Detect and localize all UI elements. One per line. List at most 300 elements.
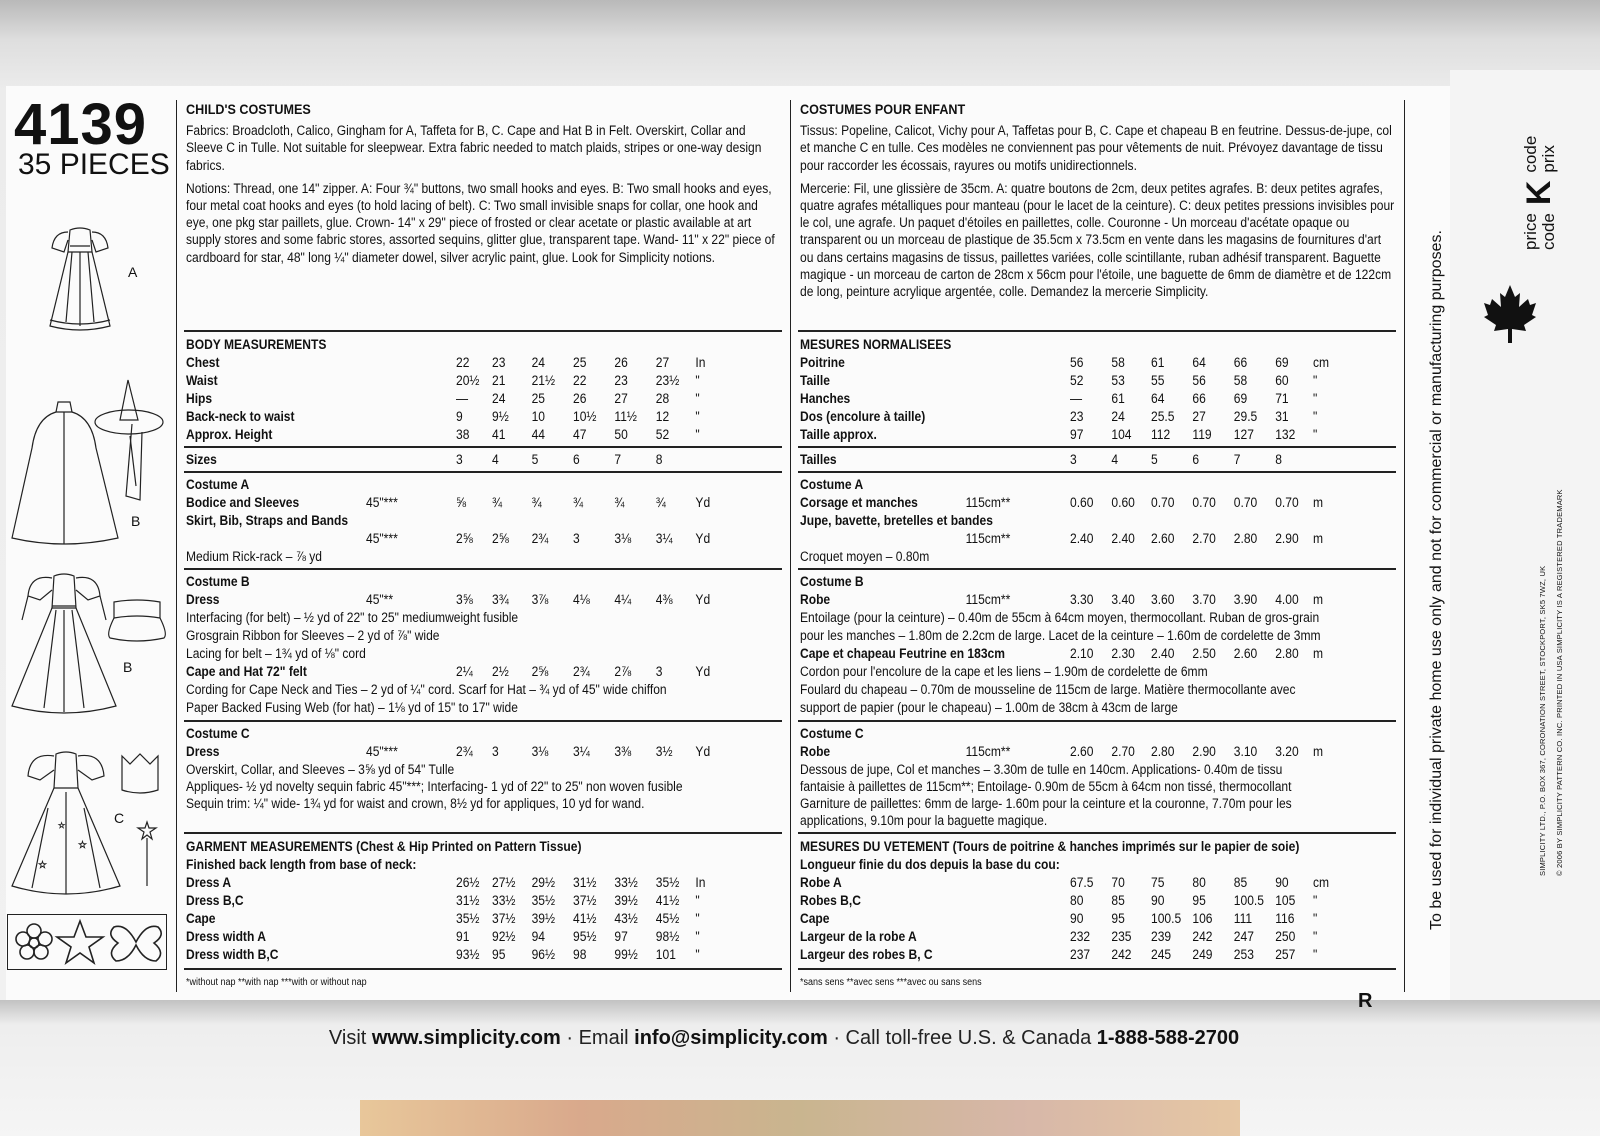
en-rule-3	[184, 471, 782, 473]
fr-garment-row-value: 106	[1192, 911, 1213, 926]
code-word-fr: code	[1520, 135, 1540, 173]
en-garment-row-value: 35½	[655, 875, 680, 890]
fr-rule-6	[798, 832, 1396, 834]
en-c-dress-row-value: 3¼	[573, 744, 590, 759]
en-a-row-value: ¾	[531, 495, 542, 510]
fr-a-row-width: 115cm**	[965, 495, 1011, 510]
phone-number[interactable]: 1-888-588-2700	[1096, 1027, 1240, 1049]
en-garment-row-unit: "	[695, 947, 700, 962]
fr-a-row	[800, 494, 1430, 511]
fr-garment-row-value: 85	[1233, 875, 1248, 890]
en-body-title: BODY MEASUREMENTS	[186, 337, 327, 352]
en-body-row-value: 21	[492, 373, 506, 388]
en-garment-row-value: 99½	[614, 947, 638, 962]
fr-a-row-width: 115cm**	[965, 531, 1011, 546]
en-b-cape-row-unit: Yd	[695, 664, 711, 679]
en-garment-row-value: 31½	[456, 893, 480, 908]
fr-size-value: 6	[1192, 452, 1200, 467]
fr-size-value: 4	[1111, 452, 1119, 467]
fr-b-dress-row	[800, 591, 1430, 608]
en-body-row-value: 26	[614, 355, 628, 370]
fr-garment-row	[800, 946, 1430, 963]
fr-body-title: MESURES NORMALISEES	[800, 337, 952, 352]
fr-body-row-value: 25.5	[1151, 409, 1175, 424]
pattern-number: 4139	[14, 92, 148, 157]
en-garment-row	[186, 874, 816, 891]
fr-garment-row	[800, 874, 1430, 891]
fr-body-row-value: 61	[1111, 391, 1125, 406]
usage-disclaimer: To be used for individual private home use only and not for commercial or manufacturing purposes.	[1428, 230, 1445, 930]
en-b-dress-row-label: Dress	[186, 592, 220, 607]
fr-rule-5	[798, 720, 1396, 722]
en-b-line: Interfacing (for belt) – ½ yd of 22" to 25" mediumweight fusible	[186, 610, 519, 625]
en-b-line: Lacing for belt – 1¾ yd of ⅛" cord	[186, 646, 366, 661]
fr-body-row-value: 69	[1233, 391, 1248, 406]
fr-garment-row	[800, 910, 1430, 927]
en-b-line2: Paper Backed Fusing Web (for hat) – 1⅛ yd of 15" to 17" wide	[186, 700, 518, 715]
en-a-row-value: ¾	[573, 495, 584, 510]
en-body-row-value: 22	[456, 355, 470, 370]
en-body-row-value: 28	[655, 391, 670, 406]
en-c-line: Sequin trim: ¼" wide- 1¾ yd for waist and crown, 8½ yd for appliques, 10 yd for wand.	[186, 796, 645, 811]
en-garment-row-value: 41½	[655, 893, 680, 908]
fr-garment-row-value: 242	[1192, 929, 1213, 944]
fr-fabrics: Tissus: Popeline, Calicot, Vichy pour A, Taffetas pour B, C. Cape et chapeau B en feutrine. Dessus-de-jupe, col et manche C en tulle. Ces modèles ne conviennent pas pour vêtements de nuit. Prévoyez davantage de tissu pour raccorder les écossais, rayures ou motifs unidirectionnels.	[800, 123, 1392, 173]
en-garment-row	[186, 910, 816, 927]
applique-shapes-box	[7, 914, 167, 970]
fr-body-row-label: Dos (encolure à taille)	[800, 409, 926, 424]
fr-garment-row-value: 85	[1111, 893, 1125, 908]
en-a-note: Medium Rick-rack – ⅞ yd	[186, 549, 322, 564]
website-link[interactable]: www.simplicity.com	[371, 1027, 561, 1049]
fr-garment-row-value: 242	[1111, 947, 1132, 962]
en-a-row-value: 2⅝	[456, 531, 473, 546]
fr-body-row-unit: cm	[1313, 355, 1330, 370]
fr-body-row	[800, 408, 1430, 425]
en-b-line: Grosgrain Ribbon for Sleeves – 2 yd of ⅞" wide	[186, 628, 440, 643]
en-garment-row-unit: "	[695, 911, 700, 926]
en-size-value: 8	[655, 452, 663, 467]
en-garment-row-value: 33½	[492, 893, 516, 908]
email-link[interactable]: info@simplicity.com	[634, 1027, 828, 1049]
en-a-row-value: ⅝	[456, 495, 467, 510]
fr-garment-row-value: 247	[1233, 929, 1254, 944]
en-sizes-label: Sizes	[186, 452, 217, 467]
en-b-cape-row	[186, 663, 816, 680]
fr-body-row	[800, 390, 1430, 407]
fr-body-row	[800, 372, 1430, 389]
en-b-dress-row-unit: Yd	[695, 592, 711, 607]
en-body-row-value: 9½	[492, 409, 509, 424]
fr-garment-row-label: Cape	[800, 911, 830, 926]
fr-a-row-value: 0.70	[1275, 495, 1299, 510]
fr-garment-row-value: 111	[1233, 911, 1253, 926]
en-body-row-value: 22	[573, 373, 587, 388]
fr-garment-row-label: Largeur de la robe A	[800, 929, 917, 944]
prix-word: prix	[1538, 145, 1558, 173]
en-body-row-value: 23	[492, 355, 506, 370]
fr-body-row-value: 58	[1111, 355, 1125, 370]
en-b-line2: Cording for Cape Neck and Ties – 2 yd of ¼" cord. Scarf for Hat – ¾ yd of 45" wide chiffon	[186, 682, 667, 697]
en-a-row-value: 3	[573, 531, 580, 546]
en-garment-row-value: 98	[573, 947, 587, 962]
en-a-row-unit: Yd	[695, 531, 711, 546]
en-sizes-row	[186, 451, 816, 468]
en-body-row-value: 25	[531, 391, 546, 406]
fr-garment-row-unit: "	[1313, 947, 1318, 962]
fr-body-row-value: 52	[1070, 373, 1084, 388]
fr-a-row-value: 0.60	[1070, 495, 1094, 510]
fr-body-row-value: 55	[1151, 373, 1165, 388]
fr-rule-4	[798, 568, 1396, 570]
fr-body-row-value: —	[1070, 391, 1083, 406]
fr-garment-row-value: 116	[1275, 911, 1295, 926]
fr-b-cape-row-value: 2.50	[1192, 646, 1216, 661]
en-garment-row-value: 26½	[456, 875, 480, 890]
fr-costume-b-title: Costume B	[800, 574, 864, 589]
en-garment-row-value: 37½	[492, 911, 516, 926]
fr-c-dress-row-value: 2.70	[1111, 744, 1135, 759]
en-garment-row-value: 33½	[614, 875, 638, 890]
fr-a-row-value: 2.60	[1151, 531, 1175, 546]
en-body-row	[186, 390, 816, 407]
fr-garment-row-label: Robe A	[800, 875, 842, 890]
fr-garment-row-value: 67.5	[1070, 875, 1094, 890]
en-c-line: Overskirt, Collar, and Sleeves – 3⅝ yd of 54" Tulle	[186, 762, 455, 777]
company-info	[1538, 489, 1564, 876]
fr-b-line2: Cordon pour l'encolure de la cape et les liens – 1.90m de cordelette de 6mm	[800, 664, 1208, 679]
en-rule-2	[184, 446, 782, 448]
en-b-cape-row-value: 2¾	[573, 664, 590, 679]
en-garment-row-value: 41½	[573, 911, 597, 926]
fr-b-dress-row-value: 3.70	[1192, 592, 1216, 607]
fr-section	[800, 101, 1398, 300]
fr-garment-row-value: 95	[1111, 911, 1125, 926]
en-body-row-value: 23	[614, 373, 628, 388]
fr-b-line2: Foulard du chapeau – 0.70m de mousseline de 115cm de large. Matière thermocollante avec	[800, 682, 1296, 697]
en-garment-row	[186, 928, 816, 945]
en-a-row-value: ¾	[614, 495, 625, 510]
en-size-value: 7	[614, 452, 622, 467]
en-body-row-value: 52	[655, 427, 670, 442]
fr-a-note: Croquet moyen – 0.80m	[800, 549, 930, 564]
fr-garment-row-value: 70	[1111, 875, 1125, 890]
en-garment-row-value: 91	[456, 929, 470, 944]
en-b-dress-row-value: 4⅛	[573, 592, 590, 607]
fr-b-line: pour les manches – 1.80m de 2.2cm de large. Lacet de la ceinture – 1.60m de cordelette de 3mm	[800, 628, 1321, 643]
fr-body-row-value: 58	[1233, 373, 1248, 388]
fr-a-row-value: 0.70	[1192, 495, 1216, 510]
fr-c-dress-row-value: 2.80	[1151, 744, 1175, 759]
en-body-row-value: 24	[531, 355, 546, 370]
en-garment-sub: Finished back length from base of neck:	[186, 857, 417, 872]
fr-a-row-value: 0.60	[1111, 495, 1135, 510]
fr-body-row-value: 104	[1111, 427, 1132, 442]
en-body-row	[186, 372, 816, 389]
fr-garment-row-value: 239	[1151, 929, 1172, 944]
envelope-photo-strip	[360, 1100, 1240, 1136]
fr-body-row-label: Hanches	[800, 391, 851, 406]
fr-body-row-value: 119	[1192, 427, 1212, 442]
fr-c-line: Dessous de jupe, Col et manches – 3.30m de tulle en 140cm. Applications- 0.40m de tissu	[800, 762, 1283, 777]
en-a-row-unit: Yd	[695, 495, 711, 510]
view-label-c: C	[114, 810, 125, 826]
fr-rule-1	[798, 330, 1396, 332]
fr-body-row-value: 29.5	[1233, 409, 1258, 424]
en-body-row	[186, 426, 816, 443]
en-c-dress-row-width: 45"***	[366, 744, 398, 759]
fr-c-dress-row-value: 3.20	[1275, 744, 1299, 759]
en-garment-row-value: 97	[614, 929, 628, 944]
en-garment-row-value: 39½	[531, 911, 556, 926]
fr-b-cape-row	[800, 645, 1430, 662]
fr-a-row-label: Corsage et manches	[800, 495, 918, 510]
fr-body-row-unit: "	[1313, 391, 1318, 406]
en-garment-row-value: 37½	[573, 893, 597, 908]
fr-body-row-value: 24	[1111, 409, 1125, 424]
fr-garment-row	[800, 892, 1430, 909]
fr-size-value: 5	[1151, 452, 1158, 467]
fr-b-dress-row-value: 3.60	[1151, 592, 1175, 607]
fr-b-cape-row-value: 2.80	[1275, 646, 1299, 661]
en-b-cape-row-value: 2⅝	[531, 664, 549, 679]
view-label-b-dress: B	[123, 659, 133, 675]
fr-size-value: 7	[1233, 452, 1241, 467]
fr-garment-row-label: Robes B,C	[800, 893, 861, 908]
en-a-row-value: ¾	[492, 495, 503, 510]
fr-b-dress-row-value: 3.30	[1070, 592, 1094, 607]
en-b-dress-row-value: 3⅝	[456, 592, 473, 607]
company-address: SIMPLICITY LTD., P.O. BOX 367, CORONATION STREET, STOCKPORT, SK5 7WZ, UK	[1538, 565, 1547, 876]
fr-b-cape-row-label: Cape et chapeau Feutrine en 183cm	[800, 646, 1005, 661]
fr-body-row-value: 27	[1192, 409, 1206, 424]
en-garment-row	[186, 892, 816, 909]
fr-garment-row-value: 250	[1275, 929, 1296, 944]
en-title: CHILD'S COSTUMES	[186, 101, 311, 117]
fr-c-dress-row-label: Robe	[800, 744, 831, 759]
en-c-dress-row-value: 3½	[655, 744, 673, 759]
fr-garment-row-value: 75	[1151, 875, 1165, 890]
en-body-row-value: 50	[614, 427, 628, 442]
fr-title: COSTUMES POUR ENFANT	[800, 101, 966, 117]
en-garment-row-unit: "	[695, 929, 700, 944]
fr-garment-row-value: 95	[1192, 893, 1206, 908]
fr-body-row	[800, 354, 1430, 371]
en-a-row-value: 2⅝	[492, 531, 509, 546]
en-c-dress-row-unit: Yd	[695, 744, 711, 759]
en-a-row-value: ¾	[655, 495, 666, 510]
fr-garment-row-value: 100.5	[1233, 893, 1264, 908]
fr-c-line: fantaisie à paillettes de 115cm**; Entoilage- 0.90m de 55cm à 64cm non tissé, thermocollant	[800, 779, 1292, 794]
fr-b-dress-row-value: 3.90	[1233, 592, 1258, 607]
fr-c-line: Garniture de paillettes: 6mm de large- 1.60m pour la ceinture et la couronne, 7.70m pour les	[800, 796, 1292, 811]
en-body-row-unit: "	[695, 427, 700, 442]
fr-body-row-value: 61	[1151, 355, 1165, 370]
en-size-value: 3	[456, 452, 463, 467]
fr-body-row-value: 23	[1070, 409, 1084, 424]
en-b-cape-row-value: 2⅞	[614, 664, 632, 679]
fr-b-dress-row-value: 3.40	[1111, 592, 1135, 607]
en-garment-row-value: 93½	[456, 947, 480, 962]
en-costume-c-title: Costume C	[186, 726, 250, 741]
en-b-dress-row-value: 4⅜	[655, 592, 673, 607]
fr-body-row-unit: "	[1313, 409, 1318, 424]
fr-body-row-unit: "	[1313, 373, 1318, 388]
fr-body-row-value: 66	[1192, 391, 1206, 406]
fr-c-dress-row-value: 2.90	[1192, 744, 1216, 759]
en-body-row-value: 10½	[573, 409, 597, 424]
en-garment-row	[186, 946, 816, 963]
en-body-row-value: 20½	[456, 373, 480, 388]
fr-garment-row-label: Largeur des robes B, C	[800, 947, 933, 962]
en-garment-row-value: 95	[492, 947, 506, 962]
en-body-row	[186, 408, 816, 425]
fr-c-dress-row-width: 115cm**	[965, 744, 1011, 759]
en-garment-row-value: 43½	[614, 911, 638, 926]
fr-b-dress-row-unit: m	[1313, 592, 1324, 607]
fr-c-line: applications, 9.10m pour la baguette magique.	[800, 813, 1048, 828]
fr-body-row-label: Taille approx.	[800, 427, 877, 442]
costume-c-dress-drawing	[8, 748, 124, 902]
fr-b-dress-row-value: 4.00	[1275, 592, 1299, 607]
crown-drawing	[118, 752, 162, 798]
price-code	[1520, 136, 1559, 250]
fr-c-dress-row	[800, 743, 1430, 760]
fr-garment-row-unit: "	[1313, 911, 1318, 926]
fr-garment-row-unit: "	[1313, 929, 1318, 944]
en-a-row-2-label: Skirt, Bib, Straps and Bands	[186, 513, 349, 528]
en-body-row-value: 21½	[531, 373, 556, 388]
fr-garment-row-value: 90	[1151, 893, 1165, 908]
view-label-b-cape: B	[131, 513, 141, 529]
fr-b-line: Entoilage (pour la ceinture) – 0.40m de 55cm à 64cm moyen, thermocollant. Ruban de gros-grain	[800, 610, 1320, 625]
fr-a-row-value: 2.70	[1192, 531, 1216, 546]
fr-garment-row-value: 235	[1111, 929, 1132, 944]
en-body-row-unit: In	[695, 355, 706, 370]
svg-text:☆: ☆	[58, 821, 66, 830]
en-body-row-value: 27	[655, 355, 670, 370]
en-footnote: *without nap **with nap ***with or without nap	[186, 977, 367, 988]
en-costume-a-title: Costume A	[186, 477, 250, 492]
en-body-row-value: 23½	[655, 373, 680, 388]
price-word: price	[1520, 213, 1540, 250]
en-a-row	[186, 494, 816, 511]
en-body-row-unit: "	[695, 409, 700, 424]
en-garment-row-label: Cape	[186, 911, 216, 926]
en-garment-row-value: 35½	[531, 893, 556, 908]
fr-rule-3	[798, 471, 1396, 473]
costume-b-dress-drawing	[8, 570, 120, 720]
en-rule-5	[184, 720, 782, 722]
en-body-row	[186, 354, 816, 371]
en-b-cape-row-value: 3	[655, 664, 663, 679]
en-garment-row-value: 27½	[492, 875, 516, 890]
contact-footer	[0, 1027, 1568, 1050]
en-garment-row-value: 45½	[655, 911, 680, 926]
en-body-row-label: Hips	[186, 391, 213, 406]
fr-body-row-label: Taille	[800, 373, 830, 388]
en-garment-row-value: 31½	[573, 875, 597, 890]
en-garment-row-value: 95½	[573, 929, 597, 944]
fr-sizes-row	[800, 451, 1430, 468]
en-body-row-unit: "	[695, 373, 700, 388]
fr-garment-row-value: 257	[1275, 947, 1296, 962]
en-body-row-value: 9	[456, 409, 463, 424]
fr-body-row-value: 69	[1275, 355, 1289, 370]
en-body-row-value: 12	[655, 409, 670, 424]
en-garment-row-label: Dress B,C	[186, 893, 244, 908]
visit-label: Visit	[328, 1027, 372, 1049]
en-c-dress-row-value: 3⅜	[614, 744, 632, 759]
en-garment-row-value: 96½	[531, 947, 556, 962]
en-b-dress-row-value: 4¼	[614, 592, 632, 607]
en-garment-row-value: 92½	[492, 929, 516, 944]
fr-b-cape-row-value: 2.60	[1233, 646, 1258, 661]
fr-costume-c-title: Costume C	[800, 726, 864, 741]
fr-body-row-value: 66	[1233, 355, 1248, 370]
fr-sizes-label: Tailles	[800, 452, 837, 467]
fr-body-row-value: 53	[1111, 373, 1125, 388]
view-label-a: A	[128, 264, 138, 280]
en-body-row-label: Chest	[186, 355, 220, 370]
en-body-row-unit: "	[695, 391, 700, 406]
fr-body-row-value: 56	[1070, 355, 1084, 370]
applique-shapes-icon	[8, 915, 168, 969]
en-garment-row-value: 29½	[531, 875, 556, 890]
email-label: · Email	[560, 1027, 635, 1049]
en-body-row-label: Waist	[186, 373, 218, 388]
fr-b-cape-row-unit: m	[1313, 646, 1324, 661]
en-garment-row-value: 39½	[614, 893, 638, 908]
fr-b-dress-row-width: 115cm**	[965, 592, 1011, 607]
en-garment-row-value: 101	[655, 947, 676, 962]
fr-a-row-value: 2.40	[1070, 531, 1094, 546]
en-garment-row-value: 94	[531, 929, 546, 944]
registration-mark: R	[1358, 990, 1373, 1012]
en-costume-b-title: Costume B	[186, 574, 250, 589]
maple-leaf-icon	[1482, 283, 1538, 345]
en-body-row-value: —	[456, 391, 469, 406]
en-a-row	[186, 530, 816, 547]
wand-drawing	[136, 820, 158, 888]
en-size-value: 5	[531, 452, 539, 467]
fr-body-row-unit: "	[1313, 427, 1318, 442]
fr-body-row-value: 56	[1192, 373, 1206, 388]
fr-garment-row-unit: "	[1313, 893, 1318, 908]
price-letter: K	[1520, 180, 1558, 206]
en-size-value: 4	[492, 452, 499, 467]
fr-c-dress-row-value: 2.60	[1070, 744, 1094, 759]
en-c-dress-row-value: 2¾	[456, 744, 473, 759]
en-body-row-value: 26	[573, 391, 587, 406]
fr-a-row-unit: m	[1313, 531, 1324, 546]
fr-garment-row-value: 90	[1070, 911, 1084, 926]
en-c-line: Appliques- ½ yd novelty sequin fabric 45"***; Interfacing- 1 yd of 22" to 25" non woven fusible	[186, 779, 683, 794]
en-body-row-value: 10	[531, 409, 546, 424]
en-b-dress-row-value: 3⅞	[531, 592, 549, 607]
en-c-dress-row	[186, 743, 816, 760]
en-body-row-label: Approx. Height	[186, 427, 273, 442]
fr-notions: Mercerie: Fil, une glissière de 35cm. A: quatre boutons de 2cm, deux petites agrafes. B: deux petites agrafes, quatre agrafes métalliques pour manteau (pour le lacet de la ceinture). C: deux petites pressions invisibles pour le col, une agrafe. Un paquet d'étoiles en paillettes, colle. Couronne - Un morceau d'acétate opaque ou transparent ou un morceau de plastique de 35.5cm x 73.5cm en vente dans les magasins de fournitures d'art ou dans certains magasins de tissus, paillettes variées, colle scintillante, ruban adhésif transparent. Baguette magique - un morceau de carton de 28cm x 56cm pour l'étoile, une baguette de 6mm de diamètre et de 122cm de long, peinture acrylique argentée, colle. Demandez la mercerie Simplicity.	[800, 180, 1395, 300]
en-b-dress-row-value: 3¾	[492, 592, 509, 607]
fr-body-row-value: 64	[1151, 391, 1165, 406]
fr-garment-row-value: 80	[1070, 893, 1084, 908]
fr-garment-row-value: 105	[1275, 893, 1296, 908]
fr-size-value: 3	[1070, 452, 1077, 467]
fr-a-row-2-label: Jupe, bavette, bretelles et bandes	[800, 513, 993, 528]
en-body-row-value: 41	[492, 427, 506, 442]
en-c-dress-row-label: Dress	[186, 744, 220, 759]
